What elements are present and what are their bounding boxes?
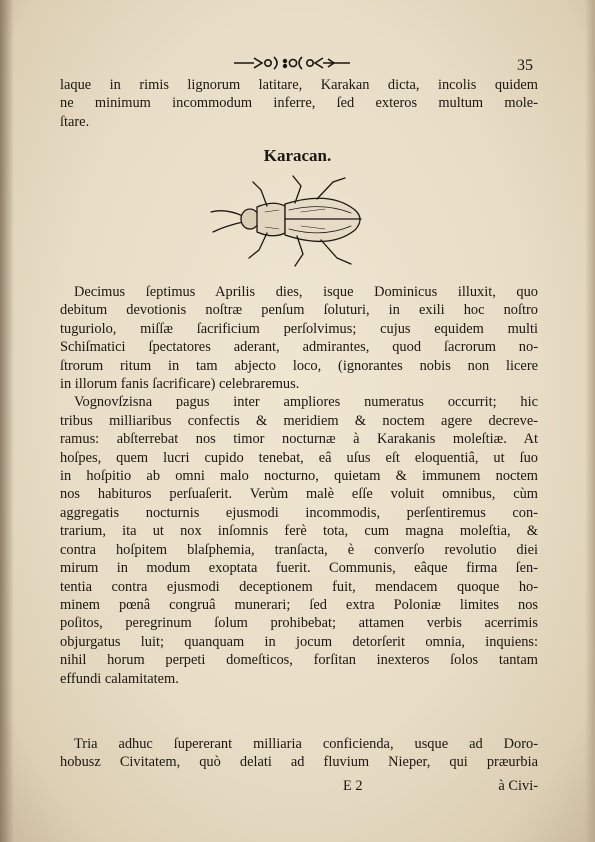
paragraph-mass: [60, 283, 538, 688]
text-line: ſtrorum ritum in tam abjecto loco, (ignorantes nobis non licere: [60, 357, 538, 374]
text-line: ne minimum incommodum inferre, ſed exteros multum mole-: [60, 95, 538, 112]
text-line: Schiſmatici ſpectatores aderant, admirantes, quod ſacrorum no-: [60, 339, 538, 356]
text-line: minem pœnâ congruâ munerari; ſed extra Poloniæ limites nos: [60, 596, 538, 613]
beetle-illustration-icon: [205, 172, 375, 272]
catchword: à Civi-: [498, 778, 538, 794]
text-line: debitum devotionis noſtræ penſum ſoluturi, in exili hoc noſtro: [60, 302, 538, 319]
header-ornament-icon: [228, 52, 358, 74]
text-line: nos habituros perſuaſerit. Verùm malè eſſe voluit omnibus, cùm: [60, 486, 538, 503]
text-line: Decimus ſeptimus Aprilis dies, isque Dominicus illuxit, quo: [74, 284, 538, 300]
text-line: objurgatus luit; quanquam in jocum detorſerit omnia, inquiens:: [60, 633, 538, 650]
text-line: trarium, ita ut nox inſomnis ferè tota, cum magna moleſtia, &: [60, 523, 538, 540]
text-line: hoſpes, quem lucri cupido tenebat, eâ uſus eſt eloquentiâ, ut ſuo: [60, 449, 538, 466]
text-line: mirum in modum exoptata fuerit. Communis, eâque firma ſen-: [60, 560, 538, 577]
text-line: in hoſpitio ab omni malo nocturno, quietam & immunem noctem: [60, 468, 538, 485]
continued-paragraph: [60, 76, 538, 131]
text-line: tuguriolo, miſſæ ſacrificium perſolvimus; cujus equidem multi: [60, 320, 538, 337]
text-line: ramus: abſterrebat nos timor nocturnæ à Karakanis moleſtiæ. At: [60, 431, 538, 448]
text-line: contra hoſpitem blaſphemia, tranſacta, è converſo revolutio diei: [60, 541, 538, 558]
signature-mark: E 2: [343, 778, 363, 794]
text-line: in illorum fanis ſacrificare) celebraremus.: [60, 376, 300, 393]
text-line: poſitos, peregrinum ſolum prohibebat; attamen verbis acerrimis: [60, 615, 538, 632]
text-line: tribus milliaribus confectis & meridiem & noctem agere decreve-: [60, 412, 538, 429]
text-line: effundi calamitatem.: [60, 670, 179, 687]
text-line: Vognovſzisna pagus inter ampliores numeratus occurrit; hic: [74, 394, 538, 411]
running-head: [0, 52, 595, 74]
text-line: tentia contra ejusmodi deceptionem fuit, mendacem quoque ho-: [60, 578, 538, 595]
text-line: ſtare.: [60, 113, 90, 130]
page-shadow-left: [0, 0, 14, 842]
figure-heading: Karacan.: [263, 146, 332, 165]
page-shadow-right: [585, 0, 595, 842]
page-number: 35: [517, 57, 533, 74]
final-paragraph: [60, 735, 538, 772]
text-line: aggregatis nocturnis ejusmodi incommodis, perſentiremus con-: [60, 504, 538, 521]
text-line: laque in rimis lignorum latitare, Karakan dicta, incolis quidem: [60, 77, 538, 93]
page-footer: [60, 777, 538, 797]
text-line: nihil horum perpeti domeſticos, forſitan inexteros ſolos tantam: [60, 652, 538, 669]
text-line: Tria adhuc ſupererant milliaria conficienda, usque ad Doro-: [74, 736, 538, 752]
text-line: hobusz Civitatem, quò delati ad fluvium Nieper, qui præurbia: [60, 754, 538, 771]
